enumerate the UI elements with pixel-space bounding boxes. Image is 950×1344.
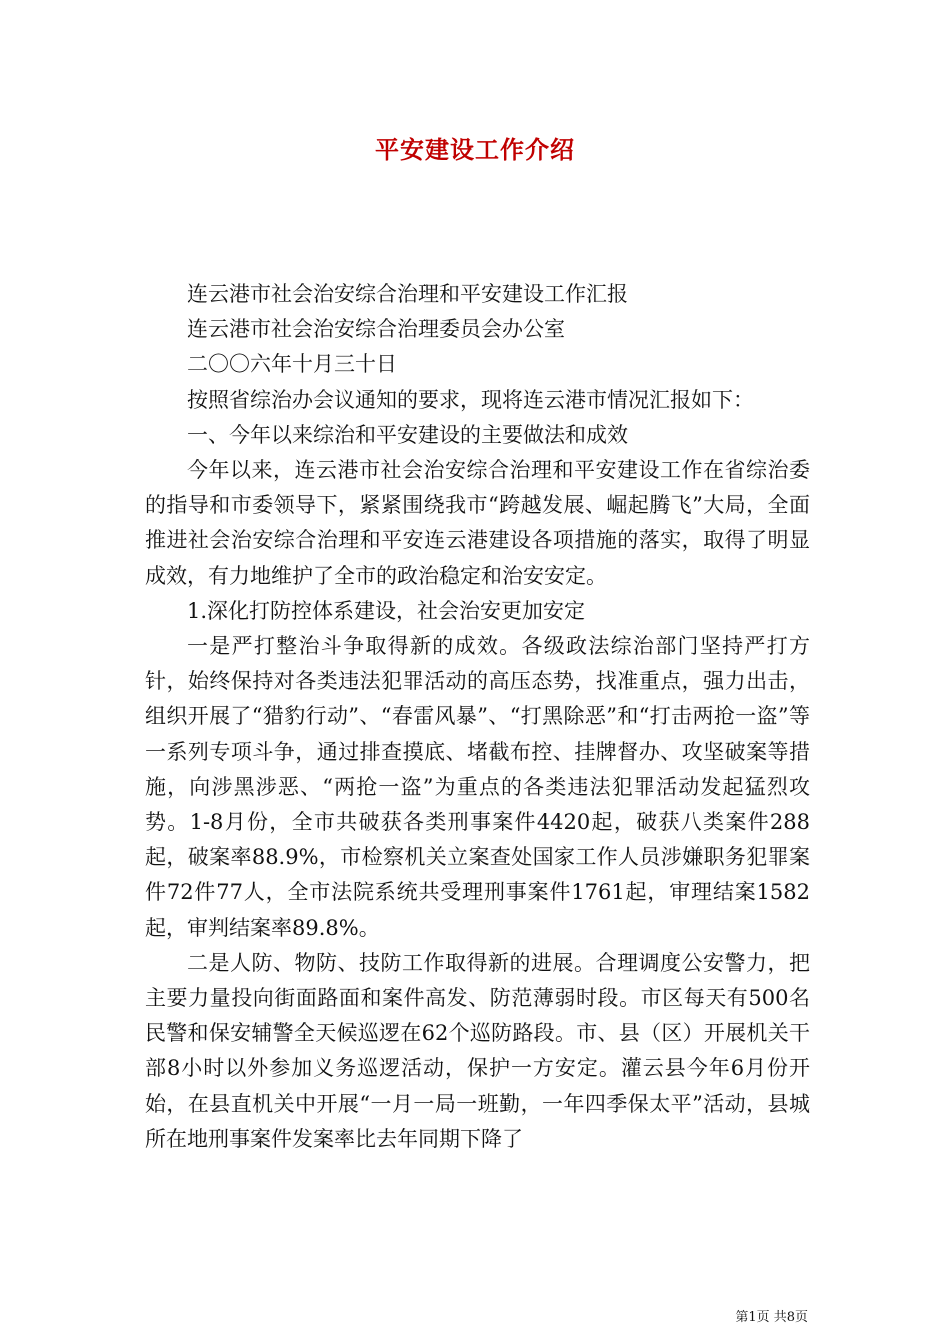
- report-heading: 连云港市社会治安综合治理和平安建设工作汇报: [187, 282, 628, 306]
- intro-paragraph: 按照省综治办会议通知的要求，现将连云港市情况汇报如下：: [187, 387, 754, 412]
- page-number: 第1页 共8页: [735, 1310, 808, 1325]
- body-paragraph: 今年以来，连云港市社会治安综合治理和平安建设工作在省综治委的指导和市委领导下，紧紧围绕我市“跨越发展、崛起腾飞”大局，全面推进社会治安综合治理和平安连云港建设各项措施的落实，取得了明显成效，有力地维护了全市的政治稳定和治安安定。: [145, 458, 810, 588]
- body-paragraph: 二是人防、物防、技防工作取得新的进展。合理调度公安警力，把主要力量投向街面路面和案件高发、防范薄弱时段。市区每天有500名民警和保安辅警全天候巡逻在62个巡防路段。市、县（区）开展机关干部8小时以外参加义务巡逻活动，保护一方安定。灌云县今年6月份开始，在县直机关中开展“一月一局一班勤，一年四季保太平”活动，县城所在地刑事案件发案率比去年同期下降了: [145, 950, 810, 1151]
- section-heading: 一、今年以来综治和平安建设的主要做法和成效: [187, 422, 628, 447]
- body-paragraph: 一是严打整治斗争取得新的成效。各级政法综治部门坚持严打方针，始终保持对各类违法犯罪活动的高压态势，找准重点，强力出击，组织开展了“猎豹行动”、“春雷风暴”、“打黑除恶”和“打击两抢一盗”等一系列专项斗争，通过排查摸底、堵截布控、挂牌督办、攻坚破案等措施，向涉黑涉恶、“两抢一盗”为重点的各类违法犯罪活动发起猛烈攻势。1-8月份，全市共破获各类刑事案件4420起，破获八类案件288起，破案率88.9%，市检察机关立案查处国家工作人员涉嫌职务犯罪案件72件77人，全市法院系统共受理刑事案件1761起，审理结案1582起，审判结案率89.8%。: [145, 634, 810, 940]
- document-body: [145, 277, 810, 1157]
- subsection-heading: 1.深化打防控体系建设，社会治安更加安定: [187, 598, 586, 623]
- document-title: 平安建设工作介绍: [375, 135, 575, 164]
- report-date: 二〇〇六年十月三十日: [187, 352, 397, 377]
- issuing-office: 连云港市社会治安综合治理委员会办公室: [187, 317, 565, 342]
